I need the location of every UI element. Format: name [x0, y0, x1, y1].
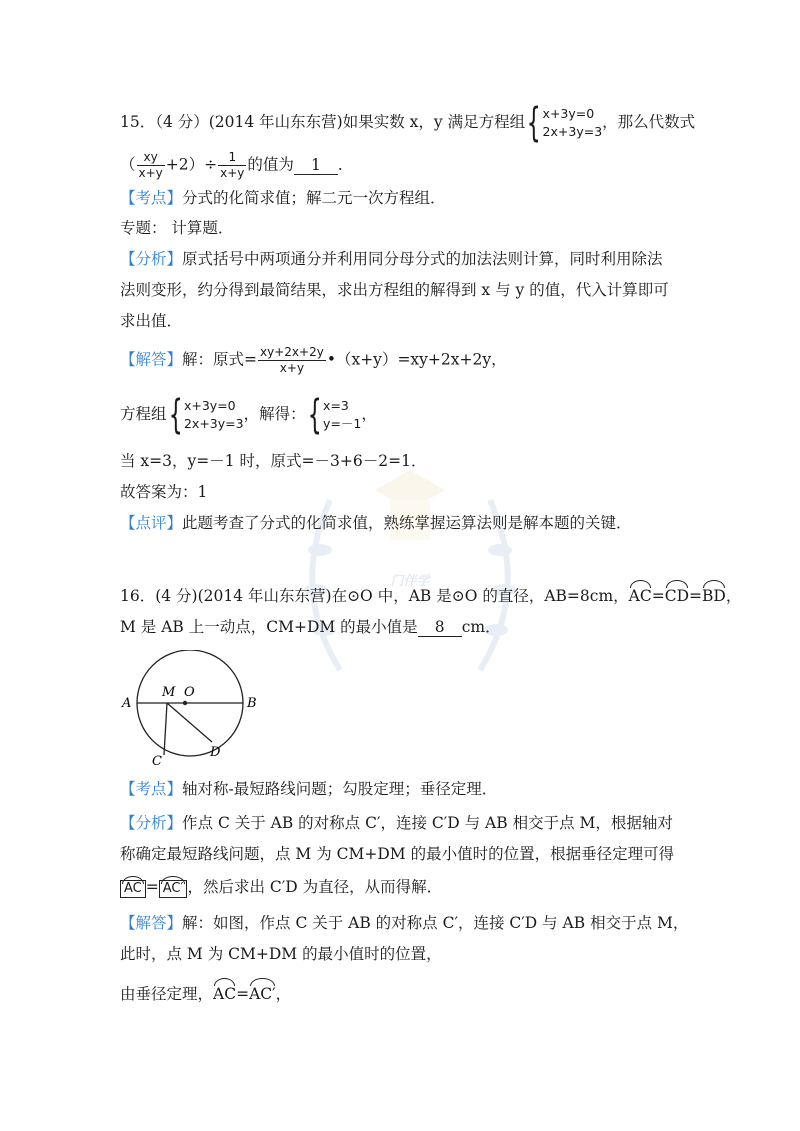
- q16-kaodian: [120, 778, 497, 800]
- q15-dang: 当 x=3，y=－1 时，原式=－3+6－2=1．: [120, 452, 427, 470]
- q16-jieda-arc-ac: AC: [213, 985, 237, 1003]
- q16-kaodian-tag: 【考点】: [120, 780, 183, 798]
- q15-sys-eq1: x+3y=0: [183, 398, 236, 413]
- q15-kaodian-text: 分式的化简求值；解二元一次方程组．: [182, 189, 446, 207]
- q15-solution: { x=3 y=－1: [307, 392, 362, 438]
- q15-kaodian-tag: 【考点】: [120, 189, 183, 207]
- q16-eq-1: =: [651, 587, 665, 605]
- q16-line-2: [120, 616, 501, 638]
- q16-jieda: [120, 912, 688, 934]
- q15-system-line: [120, 392, 377, 438]
- q16-jieda-arc-acp: AC′: [249, 985, 276, 1003]
- q16-jieda-3: [120, 983, 291, 1005]
- q16-intro: 16．(4 分)(2014 年山东东营)在⊙O 中，AB 是⊙O 的直径，AB=8cm，: [120, 587, 629, 605]
- q15-kaodian: [120, 187, 446, 209]
- q16-arc-ac: AC: [628, 587, 652, 605]
- q16-eq-2: =: [689, 587, 702, 605]
- q16-line2-pre: M 是 AB 上一动点，CM+DM 的最小值是: [120, 618, 418, 636]
- q15-fenxi-1: 原式括号中两项通分并利用同分母分式的加法法则计算，同时利用除法: [182, 250, 663, 268]
- q15-sys-eq2: 2x+3y=3: [183, 416, 244, 431]
- q16-fenxi-tag: 【分析】: [120, 814, 183, 832]
- q16-intro-end: ，: [725, 587, 742, 605]
- q15-dianping-text: 此题考查了分式的化简求值，熟练掌握运算法则是解本题的关键．: [182, 514, 632, 532]
- q15-frac2-num: 1: [218, 150, 246, 166]
- q16-jieda-3-pre: 由垂径定理，: [120, 985, 214, 1003]
- q15-intro-tail: ，那么代数式: [602, 113, 696, 131]
- q15-expr-open: （: [120, 155, 136, 174]
- q15-jieda: [120, 345, 507, 376]
- q15-dianping: [120, 512, 632, 534]
- q15-dianping-tag: 【点评】: [120, 514, 183, 532]
- label-d: D: [210, 745, 221, 760]
- label-b: B: [247, 696, 257, 711]
- label-a: A: [122, 696, 132, 711]
- q15-sol1: x=3: [323, 398, 349, 413]
- q15-fenxi-2: 法则变形，约分得到最简结果，求出方程组的解得到 x 与 y 的值，代入计算即可: [120, 281, 669, 299]
- q15-expr-tail: 的值为: [247, 155, 294, 174]
- q15-sol2: y=－1: [323, 416, 362, 431]
- q15-fraction-1: [137, 150, 165, 181]
- watermark-logo: [280, 440, 540, 700]
- q16-jieda-2: 此时，点 M 为 CM+DM 的最小值时的位置，: [120, 945, 442, 963]
- q15-expr-plus: +2）÷: [165, 155, 218, 174]
- q15-equation-system: { x+3y=0 2x+3y=3: [526, 100, 603, 146]
- q16-line2-post: cm．: [461, 618, 501, 636]
- q15-sys-end: ，: [361, 405, 377, 423]
- q15-sys: { x+3y=0 2x+3y=3: [168, 392, 244, 438]
- q15-line-2: [120, 150, 353, 181]
- q16-fenxi: [120, 812, 673, 834]
- q15-jieda-post: •（x+y）=xy+2x+2y，: [326, 350, 507, 369]
- q15-line-1: [120, 100, 696, 146]
- q15-fenxi-3: 求出值．: [120, 312, 183, 330]
- q16-fenxi-3-post: ，然后求出 C′D 为直径，从而得解．: [187, 878, 443, 896]
- q16-jieda-3-post: ，: [275, 985, 292, 1003]
- q16-line-1: [120, 585, 741, 607]
- q16-fenxi-3: [120, 876, 442, 898]
- q16-fenxi-eq: =: [145, 878, 159, 896]
- q15-sys-mid: ，解得：: [243, 405, 306, 423]
- q15-eq2: 2x+3y=3: [542, 124, 603, 139]
- q16-jieda-tag: 【解答】: [120, 914, 183, 932]
- q15-guda: 故答案为：1: [120, 483, 208, 501]
- q15-zhuanti: 专题： 计算题．: [120, 219, 234, 237]
- q16-jieda-1: 解：如图，作点 C 关于 AB 的对称点 C′，连接 C′D 与 AB 相交于点 M，: [182, 914, 689, 932]
- q15-jieda-pre: 解：原式=: [182, 350, 258, 369]
- q15-eq1: x+3y=0: [542, 106, 595, 121]
- watermark-text: 门伴学: [390, 574, 430, 589]
- q15-jieda-tag: 【解答】: [120, 350, 183, 369]
- q15-jieda-fraction: [258, 345, 326, 376]
- q15-jieda-num: xy+2x+2y: [260, 345, 324, 359]
- q15-frac1-den: x+y: [138, 166, 163, 180]
- label-o: O: [184, 685, 195, 700]
- q15-sys-label: 方程组: [120, 405, 167, 423]
- label-m: M: [162, 685, 176, 700]
- segment-dm: [167, 703, 212, 742]
- q16-answer: 8: [418, 618, 462, 637]
- center-point: [183, 701, 187, 705]
- q16-fenxi-arc-ac: AC: [120, 880, 146, 898]
- q15-intro: 15．（4 分）(2014 年山东东营)如果实数 x，y 满足方程组: [120, 113, 526, 131]
- q15-frac1-num: xy: [137, 150, 165, 166]
- q16-fenxi-arc-acp: AC′: [159, 880, 188, 898]
- segment-cm: [164, 703, 167, 755]
- q16-kaodian-text: 轴对称-最短路线问题；勾股定理；垂径定理．: [182, 780, 498, 798]
- q15-fraction-2: [218, 150, 246, 181]
- circle-figure: [112, 650, 262, 768]
- q16-fenxi-2: 称确定最短路线问题，点 M 为 CM+DM 的最小值时的位置，根据垂径定理可得: [120, 845, 675, 863]
- q16-jieda-eq: =: [236, 985, 250, 1003]
- q15-jieda-den: x+y: [279, 361, 305, 375]
- q15-fenxi: [120, 248, 663, 270]
- label-c: C: [152, 754, 162, 768]
- q16-arc-bd: BD: [702, 587, 726, 605]
- q15-fenxi-tag: 【分析】: [120, 250, 183, 268]
- q16-fenxi-1: 作点 C 关于 AB 的对称点 C′，连接 C′D 与 AB 相交于点 M，根据轴对: [182, 814, 673, 832]
- q15-answer: 1: [294, 156, 338, 175]
- q15-frac2-den: x+y: [220, 166, 245, 180]
- q16-arc-cd: CD: [664, 587, 689, 605]
- q15-end: ．: [337, 155, 354, 174]
